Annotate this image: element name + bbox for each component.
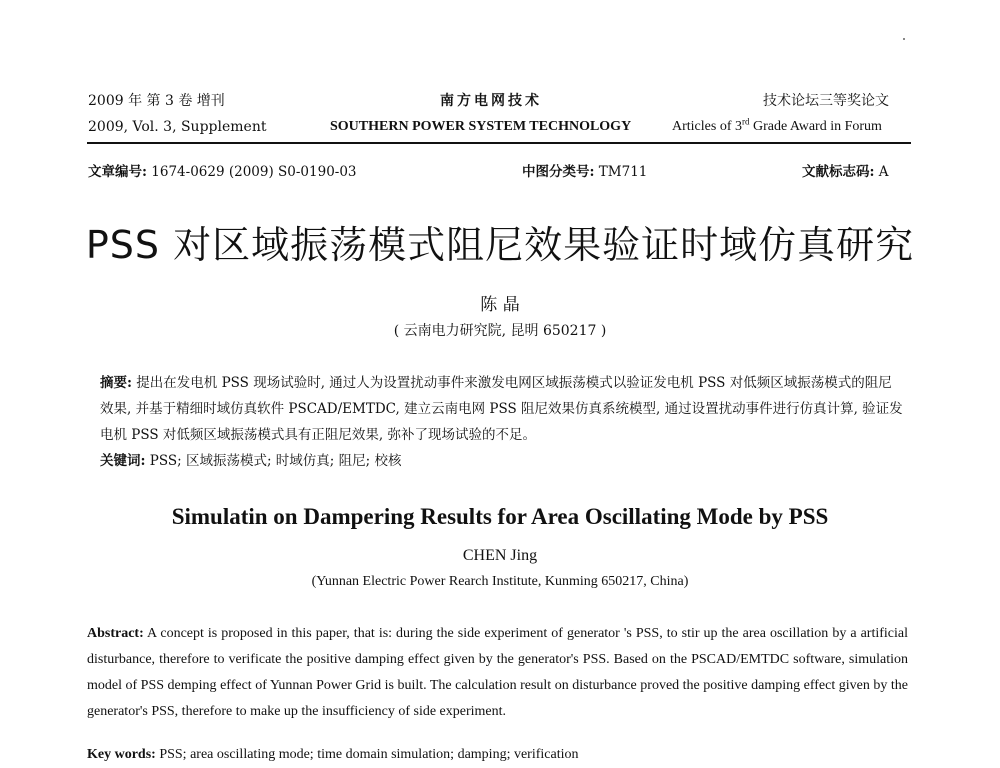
- paper-title-en: Simulatin on Dampering Results for Area Oscillating Mode by PSS: [171, 504, 829, 529]
- header-rule: [87, 142, 911, 144]
- award-label-cn: 技术论坛三等奖论文: [763, 93, 889, 109]
- paper-title-cn: PSS 对区域振荡模式阻尼效果验证时域仿真研究: [85, 223, 915, 267]
- abstract-cn: 摘要: 提出在发电机 PSS 现场试验时, 通过人为设置扰动事件来激发电网区域振荡模式以验证发电机 PSS 对低频区域振荡模式的阻尼效果, 并基于精细时域仿真软件 PSCAD/EMTDC, 建立云南电网 PSS 阻尼效果仿真系统模型, 通过设置扰动事件进行仿真计算, 验证发电机 PSS 对低频区域振荡模式具有正阻尼效果, 弥补了现场试验的不足。: [100, 375, 903, 443]
- award-label-en: Articles of 3rd Grade Award in Forum: [672, 116, 882, 134]
- author-en: CHEN Jing: [462, 547, 538, 564]
- keywords-en: Key words: PSS; area oscillating mode; time domain simulation; damping; verification: [87, 747, 579, 762]
- keywords-cn: 关键词: PSS; 区域振荡模式; 时域仿真; 阻尼; 校核: [100, 453, 402, 469]
- journal-issue-cn: 2009 年 第 3 卷 增刊: [88, 93, 225, 109]
- article-number: 文章编号: 1674-0629 (2009) S0-0190-03: [88, 164, 357, 180]
- document-code: 文献标志码: A: [802, 164, 889, 180]
- affiliation-en: (Yunnan Electric Power Rearch Institute, Kunming 650217, China): [311, 574, 689, 589]
- journal-title-en: SOUTHERN POWER SYSTEM TECHNOLOGY: [330, 119, 632, 134]
- scan-speck: [903, 38, 905, 40]
- journal-title-cn: 南方电网技术: [440, 93, 542, 109]
- affiliation-cn: ( 云南电力研究院, 昆明 650217 ): [393, 323, 607, 339]
- author-cn: 陈 晶: [480, 295, 520, 315]
- clc-number: 中图分类号: TM711: [522, 164, 648, 180]
- journal-issue-en: 2009, Vol. 3, Supplement: [88, 119, 267, 135]
- abstract-en: Abstract: A concept is proposed in this paper, that is: during the side experiment of generator 's PSS, to stir up the area oscillation by a artificial disturbance, therefore to verificate the positive damping effect given by the generator's PSS. Based on the PSCAD/EMTDC software, simulation model of PSS demping effect of Yunnan Power Grid is built. The calculation result on disturbance proved the positive damping effect given by the generator's PSS, therefore to make up the insufficiency of side experiment.: [87, 626, 908, 719]
